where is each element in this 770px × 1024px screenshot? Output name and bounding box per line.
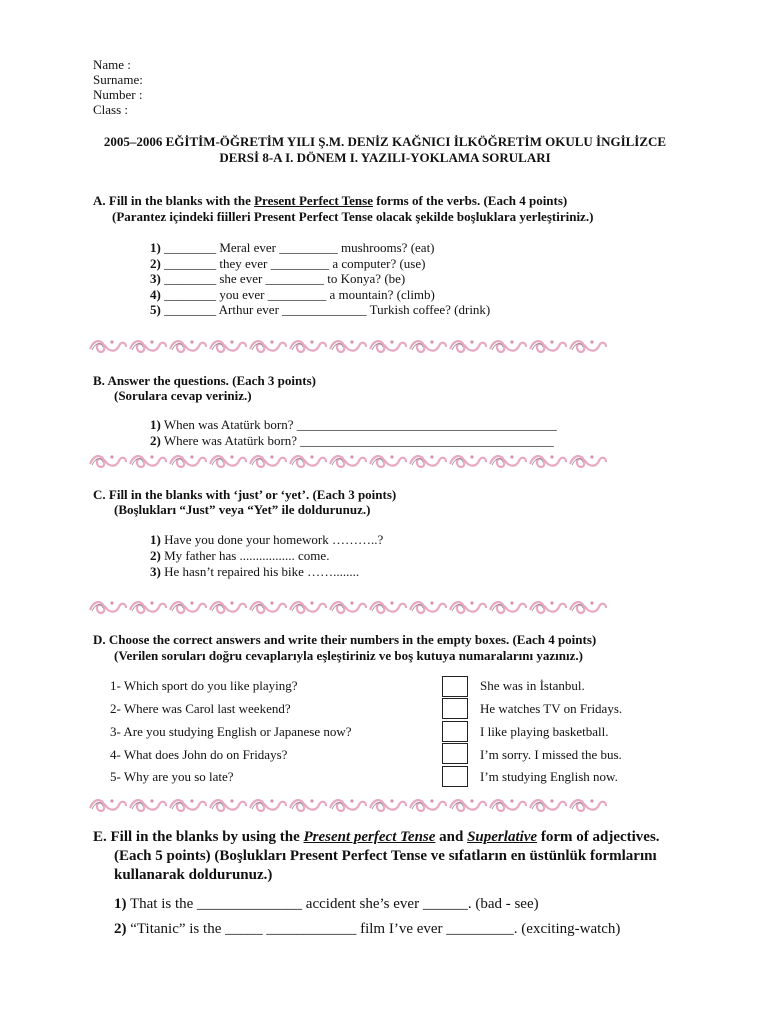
name-label: Name : — [93, 57, 131, 72]
section-a-item: 4) ________ you ever _________ a mountain? (climb) — [150, 287, 435, 302]
answer-box[interactable] — [442, 721, 468, 742]
decorative-border — [88, 594, 608, 620]
matching-question: 4- What does John do on Fridays? — [110, 747, 288, 762]
decorative-border — [88, 792, 608, 818]
surname-label: Surname: — [93, 72, 143, 87]
section-b-subheading: (Sorulara cevap veriniz.) — [114, 388, 252, 403]
section-c-item: 1) Have you done your homework ………..? — [150, 532, 384, 547]
matching-answer: I like playing basketball. — [480, 724, 609, 739]
section-a-item: 1) ________ Meral ever _________ mushrooms? (eat) — [150, 240, 435, 255]
section-d-subheading: (Verilen soruları doğru cevaplarıyla eşleştiriniz ve boş kutuya numaralarını yazınız.) — [114, 648, 583, 663]
section-b-item: 1) When was Atatürk born? ________________________________________ — [150, 417, 557, 432]
section-e-item: 2) “Titanic” is the _____ ____________ film I’ve ever _________. (exciting-watch) — [114, 921, 621, 937]
section-a-item: 5) ________ Arthur ever _____________ Turkish coffee? (drink) — [150, 302, 491, 317]
ornament-icon — [88, 594, 608, 620]
section-a-heading: A. Fill in the blanks with the Present Perfect Tense forms of the verbs. (Each 4 points) — [93, 193, 568, 208]
section-e-subheading: (Each 5 points) (Boşlukları Present Perfect Tense ve sıfatların en üstünlük formlarını — [114, 848, 657, 864]
matching-answer: He watches TV on Fridays. — [480, 701, 623, 716]
matching-answer: I’m studying English now. — [480, 769, 618, 784]
number-label: Number : — [93, 87, 143, 102]
decorative-border — [88, 333, 608, 359]
section-c-item: 2) My father has ................. come. — [150, 548, 330, 563]
decorative-border — [88, 448, 608, 474]
matching-answer: She was in İstanbul. — [480, 678, 585, 693]
matching-question: 3- Are you studying English or Japanese now? — [110, 724, 352, 739]
matching-question: 5- Why are you so late? — [110, 769, 234, 784]
answer-box[interactable] — [442, 698, 468, 719]
section-d-heading: D. Choose the correct answers and write their numbers in the empty boxes. (Each 4 points) — [93, 632, 597, 647]
ornament-icon — [88, 333, 608, 359]
section-a-item: 3) ________ she ever _________ to Konya? (be) — [150, 271, 406, 286]
answer-box[interactable] — [442, 766, 468, 787]
section-c-subheading: (Boşlukları “Just” veya “Yet” ile doldurunuz.) — [114, 502, 371, 517]
matching-question: 2- Where was Carol last weekend? — [110, 701, 291, 716]
matching-question: 1- Which sport do you like playing? — [110, 678, 298, 693]
section-a-subheading: (Parantez içindeki fiilleri Present Perfect Tense olacak şekilde boşluklara yerleştiriniz.) — [112, 209, 594, 224]
section-c-item: 3) He hasn’t repaired his bike ……........ — [150, 564, 360, 579]
exam-title-line2: DERSİ 8-A I. DÖNEM I. YAZILI-YOKLAMA SORULARI — [219, 150, 551, 165]
section-e-heading: E. Fill in the blanks by using the Present perfect Tense and Superlative form of adjectives. — [93, 829, 660, 845]
section-b-heading: B. Answer the questions. (Each 3 points) — [93, 373, 316, 388]
section-e-subheading-cont: kullanarak doldurunuz.) — [114, 867, 273, 883]
answer-box[interactable] — [442, 743, 468, 764]
exam-title-line1: 2005–2006 EĞİTİM-ÖĞRETİM YILI Ş.M. DENİZ KAĞNICI İLKÖĞRETİM OKULU İNGİLİZCE — [103, 134, 667, 149]
section-b-item: 2) Where was Atatürk born? _______________________________________ — [150, 433, 554, 448]
ornament-icon — [88, 792, 608, 818]
matching-answer: I’m sorry. I missed the bus. — [480, 747, 622, 762]
section-e-item: 1) That is the ______________ accident she’s ever ______. (bad - see) — [114, 896, 539, 912]
ornament-icon — [88, 448, 608, 474]
answer-box[interactable] — [442, 676, 468, 697]
section-c-heading: C. Fill in the blanks with ‘just’ or ‘yet’. (Each 3 points) — [93, 487, 397, 502]
section-a-item: 2) ________ they ever _________ a computer? (use) — [150, 256, 426, 271]
class-label: Class : — [93, 102, 129, 117]
